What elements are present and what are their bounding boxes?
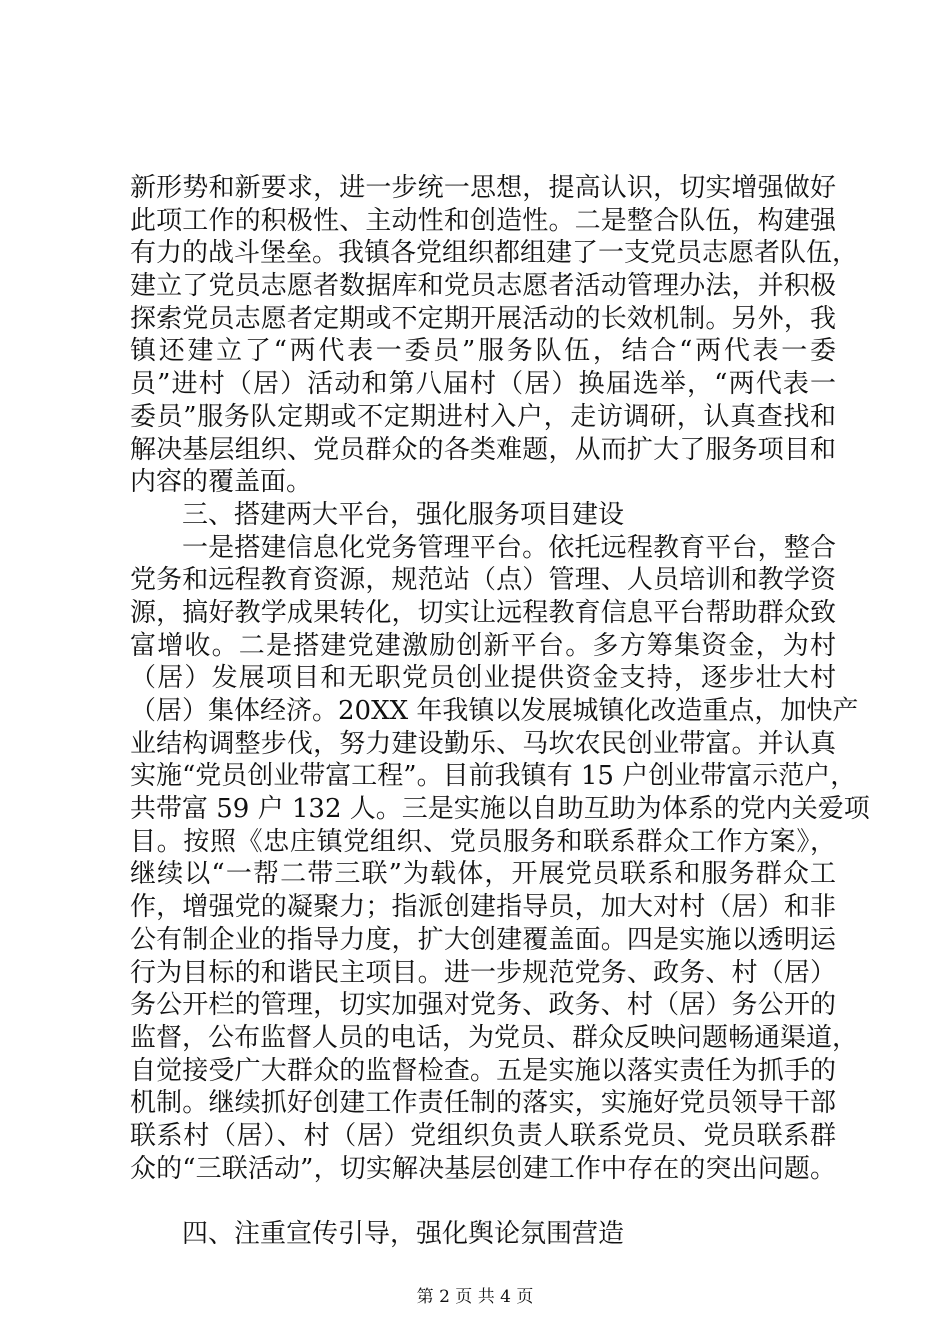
- body-line: 联系村（居）、村（居）党组织负责人联系党员、党员联系群: [130, 1120, 836, 1151]
- body-line: 继续以“一帮二带三联”为载体，开展党员联系和服务群众工: [130, 859, 836, 890]
- page-footer: 第 2 页 共 4 页: [416, 1287, 534, 1307]
- body-line: 众的“三联活动”，切实解决基层创建工作中存在的突出问题。: [130, 1153, 836, 1184]
- body-line: （居）发展项目和无职党员创业提供资金支持，逐步壮大村: [130, 663, 836, 694]
- body-line: 内容的覆盖面。: [130, 467, 313, 498]
- body-line: 实施“党员创业带富工程”。目前我镇有 15 户创业带富示范户，: [130, 761, 857, 792]
- body-line: 自觉接受广大群众的监督检查。五是实施以落实责任为抓手的: [130, 1055, 836, 1086]
- body-line: 监督，公布监督人员的电话，为党员、群众反映问题畅通渠道，: [130, 1022, 859, 1053]
- body-line: 行为目标的和谐民主项目。进一步规范党务、政务、村（居）: [130, 957, 836, 988]
- body-line: 一是搭建信息化党务管理平台。依托远程教育平台，整合: [182, 532, 836, 563]
- body-line: 员”进村（居）活动和第八届村（居）换届选举，“两代表一: [130, 369, 836, 400]
- body-line: 新形势和新要求，进一步统一思想，提高认识，切实增强做好: [130, 173, 836, 203]
- body-line: 务公开栏的管理，切实加强对党务、政务、村（居）务公开的: [130, 990, 836, 1021]
- document-body: [130, 172, 870, 1185]
- body-line: 作，增强党的凝聚力；指派创建指导员，加大对村（居）和非: [130, 892, 836, 923]
- body-line: 此项工作的积极性、主动性和创造性。二是整合队伍，构建强: [130, 205, 836, 236]
- section-heading-3: 三、搭建两大平台，强化服务项目建设: [182, 499, 625, 530]
- body-line: 解决基层组织、党员群众的各类难题，从而扩大了服务项目和: [130, 434, 836, 465]
- body-line: 探索党员志愿者定期或不定期开展活动的长效机制。另外，我: [130, 303, 836, 334]
- body-line: 镇还建立了“两代表一委员”服务队伍，结合“两代表一委: [130, 336, 836, 367]
- body-line: 业结构调整步伐，努力建设勤乐、马坎农民创业带富。并认真: [130, 728, 836, 759]
- body-line: 委员”服务队定期或不定期进村入户，走访调研，认真查找和: [130, 401, 836, 432]
- body-line: 机制。继续抓好创建工作责任制的落实，实施好党员领导干部: [130, 1088, 836, 1119]
- body-line: 公有制企业的指导力度，扩大创建覆盖面。四是实施以透明运: [130, 924, 836, 955]
- body-line: 建立了党员志愿者数据库和党员志愿者活动管理办法，并积极: [130, 271, 836, 302]
- body-line: 目。按照《忠庄镇党组织、党员服务和联系群众工作方案》，: [130, 826, 836, 857]
- section-heading-4: 四、注重宣传引导，强化舆论氛围营造: [182, 1219, 625, 1249]
- body-line: 有力的战斗堡垒。我镇各党组织都组建了一支党员志愿者队伍，: [130, 238, 859, 269]
- body-line: 党务和远程教育资源，规范站（点）管理、人员培训和教学资: [130, 565, 836, 596]
- body-line: 富增收。二是搭建党建激励创新平台。多方筹集资金，为村: [130, 630, 836, 661]
- body-line: 源，搞好教学成果转化，切实让远程教育信息平台帮助群众致: [130, 597, 836, 628]
- body-line: （居）集体经济。20XX 年我镇以发展城镇化改造重点，加快产: [130, 696, 859, 726]
- body-line: 共带富 59 户 132 人。三是实施以自助互助为体系的党内关爱项: [130, 794, 870, 825]
